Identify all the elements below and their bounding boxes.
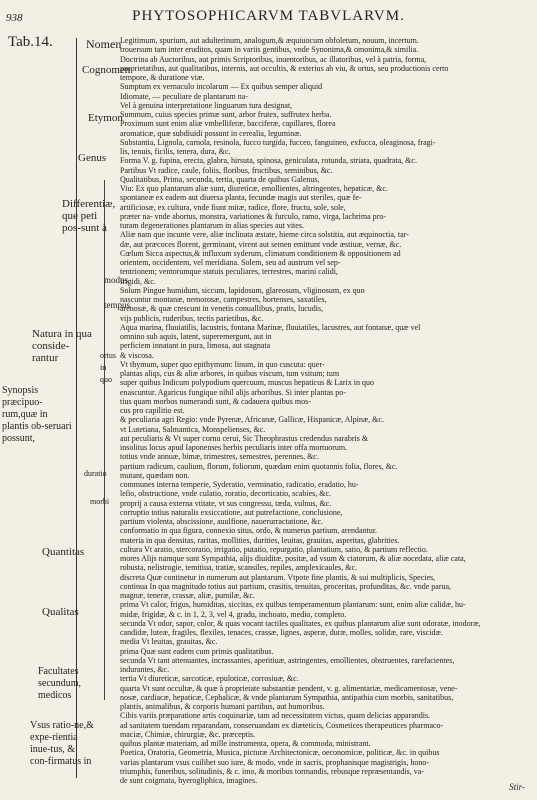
text-line: tertia Vt diureticæ, sarcoticæ, epuloticæ, corrosiuæ, &c. <box>120 674 299 684</box>
text-line: vijs publicis, ruderibus, tectis parietibus, &c. <box>120 313 264 323</box>
text-line: continua In qua magnitudo totius aut partium, crasitis, tenuitas, proceritas, profunditas, &c. vnde parua, <box>120 581 452 591</box>
text-line: media Vt leuitas, grauitas, &c. <box>120 637 218 647</box>
catchword: Stir- <box>509 782 525 792</box>
text-line: omnino sub aquis, latent, superemergunt, aut in <box>120 332 272 341</box>
text-line: Viu: Ex quo plantarum aliæ sunt, diureticæ, emollientes, altringentes, hepaticæ, &c. <box>120 184 388 193</box>
text-line: cus pro capilitio est. <box>120 406 185 415</box>
text-line: mores Alijs namque sunt Sympathia, alijs diuiditæ, positæ, ad vsum & ciatorum, & aliæ nocedata, aliæ cata, <box>120 554 466 563</box>
text-line: Poetica, Oratoria, Geometria, Musica, picturæ Architectonicæ, oeconomicæ, politicæ, &c. in quibus <box>120 748 440 758</box>
text-line: midæ, frigidæ, & c. in 1, 2, 3, vel 4, gradu, inchoato, medio, completo. <box>120 609 347 619</box>
text-line: Vel à genuina interpretatione linguarum tura designat, <box>120 100 293 110</box>
text-line: prima Vt calor, frigus, humiditas, siccitas, ex quibus temperamentum plantarum: sunt, enim aliæ calidæ, hu- <box>120 600 466 610</box>
text-line: tius quam morbos numerandi sunt, & cadauera quibus mos- <box>120 396 311 406</box>
page-number: 938 <box>6 12 23 24</box>
text-line: tentrionem; ventorumque statuis peculiares, terrestres, marini calidi, <box>120 267 338 277</box>
facultates-label: Facultates secundum, medicos <box>38 666 82 701</box>
ortus-label: ortus in quo <box>100 351 116 384</box>
text-line: tempore, & duratione viæ. <box>120 73 205 82</box>
text-line: leſio, obstructione, vnde culatio, roratio, decorticatio, scabies, &c. <box>120 489 332 499</box>
text-line: de sunt coigmata, hyerogliphica, imagines. <box>120 776 258 785</box>
text-line: Legitimum, spurium, aut adulterinum, analogum,& æquiuocum obfoletum, nouum, incertum. <box>120 36 419 45</box>
text-line: Forma V. g. fupina, erecta, glabra, hirsuta, spinosa, geniculata, rotunda, striata, quadrata, &c. <box>120 156 417 166</box>
etymon-label: Etymon <box>88 112 123 124</box>
text-line: & peculiaria agri Regio: vnde Pyrenæ, Africanæ, Gallicæ, Hispanicæ, Alpinæ, &c. <box>120 415 384 425</box>
text-line: Proximum sunt enim aliæ vmbelliferæ, bacciferæ, capillares, florea <box>120 119 336 129</box>
text-line: spontaneæ ex eadem aut diuersa planta, fecundæ magis aut steriles, quæ fe- <box>120 193 362 203</box>
text-line: arenosæ, & quæ crescunt in venetis conuallibus, pratis, lucudis, <box>120 304 324 314</box>
differentiae-label: Differentiæ, que peti pos-sunt à <box>62 198 116 234</box>
text-line: vt Lutetiana, Salmantica, Monspelienses, &c. <box>120 424 266 434</box>
text-line: Idiomate, — peculiare de plantarum na- <box>120 91 248 101</box>
text-line: quarta Vt sunt occultæ, & quæ à proprietate substantiæ pendent, v. g. alimentariæ, medicamentosæ, vene- <box>120 683 458 693</box>
text-line: cultura Vt aratio, stercoratio, irrigatio, putatio, repurgatio, plantatium, satio, & partium reflectio. <box>120 544 428 554</box>
text-line: maciæ, Chimiæ, chirurgiæ, &c. præceptis. <box>120 729 256 739</box>
text-line: materia in qua densitas, raritas, mollities, durities, leuitas, grauitas, asperitas, glabrities. <box>120 535 400 545</box>
text-line: triumphis, funeribus, solitudinis, & c. imo, & moribus tormandis, rebusque repræsentandis, va- <box>120 766 424 776</box>
text-line: partium radicum, caulium, florum, foliorum, quædam enim quotannis folia, flores, &c. <box>120 461 398 471</box>
text-line: enascuntur. Agaricus fungique nihil alijs arboribus. Si inter plantas po- <box>120 387 346 397</box>
text-line: proprietatibus, aut qualitatibus, internis, aut occultis, & exterius ab viu, & ortus, seu productionis certo <box>120 63 449 73</box>
text-line: indurantes, &c. <box>120 665 170 674</box>
genus-label: Genus <box>78 152 107 164</box>
text-line: secunda Vt odor, sapor, color, & quas vocant tactiles qualitates, ex quibus plantarum aliæ sunt odoratæ, inodoræ, <box>120 618 481 628</box>
text-line: trouersum tam inter eruditos, quam in variis gentibus, vnde Synonima,& omonima,& similia. <box>120 45 419 55</box>
qualitas-label: Qualitas <box>42 606 79 618</box>
usus-label: Vsus ratio-ne,& expe-rientia inue-tus, & con-firmatus in <box>30 720 94 767</box>
text-line: candidæ, luteæ, fragiles, flexiles, tenaces, crassæ, lignes, asperæ, duræ, molles, solidæ, rare, viscidæ. <box>120 628 443 637</box>
text-line: Partibus Vt radice, caule, foliis, floribus, fructibus, seminibus, &c. <box>120 165 333 175</box>
text-line: mutant, quædam non. <box>120 470 190 480</box>
text-line: Summum, cuius species primæ sunt, arbor frutex, suffrutex herba. <box>120 110 332 119</box>
text-line: communes interna temperie, Syderatio, verminatio, radicatio, eradatio, hu- <box>120 480 359 489</box>
text-line: Solum Pingue humidum, siccum, lapidosum, glareosum, vliginosum, ex quo <box>120 285 365 295</box>
nomen-label: Nomen <box>86 37 122 51</box>
text-line: Vt thymum, super quo epithymum: linum, in quo cuscuta: quer- <box>120 359 325 369</box>
text-line: dæ, aut præcoces florent, germinant, virent aut semen emittunt vnde æstiuæ, vernæ, &c. <box>120 239 402 249</box>
running-head: PHYTOSOPHICARVM TABVLARVM. <box>132 8 405 24</box>
cognomen-label: Cognomen <box>82 64 131 76</box>
text-line: varias plantarum vsus cuilibet suo iure, & modo, vnde in sacris, prophanisque magistrigis, hono- <box>120 757 430 767</box>
text-line: insolitus locus apud Iaponenses herbis peculiaris inter offa mortuorum. <box>120 443 348 452</box>
text-line: magnæ, teneræ, crassæ, aliæ, pumilæ, &c. <box>120 591 255 600</box>
text-line: turam degenerationes plantarum in alias species aut vites. <box>120 221 304 230</box>
text-line: Substantia, Lignola, carnola, resinola, fucco turgida, fucceo, fanguineo, exfucca, oleaginosa, fragi- <box>120 137 436 147</box>
text-line: partium violenta, abscissione, auulfione, nauerurractatione, &c. <box>120 517 324 526</box>
synopsis-label: Synopsis præcipuo-rum,quæ in plantis ob-seruari possunt, <box>2 385 72 444</box>
text-line: Cœlum Sicca aspectus,& influxum syderum, climatum conditionem & oppositionem ad <box>120 248 401 258</box>
text-line: nascuntur montanæ, nemorosæ, campestres, hortenses, saxatiles, <box>120 295 327 304</box>
text-line: perficiem innatant in pura, limosa, aut stagnata <box>120 341 271 351</box>
morbi-label: morbi <box>90 497 110 506</box>
page-header <box>0 6 537 32</box>
text-line: prima Quæ sunt eadem cum primis qualitatibus. <box>120 646 274 656</box>
text-line: & viscosa. <box>120 350 154 360</box>
text-line: plantis, animalibus, & corporis humani partibus, aut humoribus. <box>120 702 325 711</box>
duratio-label: duratio <box>84 469 107 478</box>
text-line: quibus plantæ materiam, ad mille instrumenta, opera, & commoda, ministrant. <box>120 739 371 748</box>
text-line: Cibis variis præparatione artis coquinariæ, tam ad necessitatem victus, quam delicias apparandis. <box>120 711 431 721</box>
text-line: præter na- vnde abortus, monstra, variationes & furculo, ramo, virga, lachrima pro- <box>120 211 386 221</box>
text-line: totius vnde annuæ, bimæ, trimestres, semestres, perennes, &c. <box>120 452 319 462</box>
table-label: Tab.14. <box>8 34 53 50</box>
tempus-label: tempus <box>104 300 130 310</box>
text-line: Aliæ nam que incunte vere, aliæ inclinata æstate, hieme circa solstitia, aut æquinoctia, tar- <box>120 230 409 240</box>
text-line: proprij a causa externa vtitate, vt sus congressu, tæda, vulnus, &c. <box>120 498 332 508</box>
text-line: frigidi, &c. <box>120 276 156 286</box>
text-line: plantas aliqs, cus & aliæ arbores, in quibus viscum, tum vsitum; tum <box>120 369 340 378</box>
text-line: Doctrina ab Auctoribus, aut primis Scriptoribus, inuentoribus, ac illatoribus, vel à patria, forma, <box>120 54 427 64</box>
text-line: secunda Vt tant attenuantes, incrassantes, aperitiuæ, astringentes, emollientes, obstruentes, rarefacientes, <box>120 655 455 665</box>
text-line: corruptio totius naturalis exsiccatione, aut putrefactione, conclusione, <box>120 507 343 517</box>
text-line: lis, tenuis, ficilis, tenera, dura, &c. <box>120 147 231 156</box>
text-line: aut peculiaris & Vt super cornu cerui, Sic Theophrastus credendus narabris & <box>120 433 369 443</box>
text-line: aromaticæ, quæ subdiuidi possunt in cerealia, leguminæ. <box>120 128 302 138</box>
quantitas-label: Quantitas <box>42 546 85 558</box>
text-line: Qualitatibus, Prima, secunda, tertia, quarta de quibus Galenus, <box>120 174 320 184</box>
text-line: Aqua marina, fluuiatilis, lacustris, fontana Marinæ, fluuiatiles, lacustres, aut fontanæ, quæ vel <box>120 322 421 332</box>
text-line: discreta Quæ continetur in numerum aut plantarum. Vtpote fine plantis, & sui multiplicis, Species, <box>120 572 436 582</box>
text-line: artificiosæ, ex cultura, vnde fiunt mitæ, radice, flore, fructu, sole, sole, <box>120 202 346 212</box>
differentiae-brace <box>104 180 105 700</box>
natura-label: Natura in qua conside-rantur <box>32 328 92 364</box>
text-line: robusta, nelistrogie, temitiua, tratiæ, scansiles, repiles, amplexicaules, &c. <box>120 563 358 573</box>
text-line: orientem, occidentem, vel meridiana. Solem, seu ad austrum vel sep- <box>120 258 341 267</box>
text-line: nosæ, cardiacæ, hepaticæ, Cephalicæ, & vnde plantarum Sympathia, antipathia cum morbis, sanitatibus, <box>120 692 454 702</box>
text-line: Sumptum ex vernaculo incolarum — Ex quibus semper aliquid <box>120 82 323 92</box>
text-line: ad sanitatem tuendam reparandam, conseruandam ex diæteticis, Cosmetices therapeutices pharmaco- <box>120 720 444 730</box>
text-line: conformatio in qua figura, connexio situs, ordo, & numerus partium, arendantur. <box>120 526 378 536</box>
modus-label: modus <box>104 275 129 285</box>
text-line: super quibus Indicum polypodium quercuum, muscus hepaticus & Larix in quo <box>120 378 374 388</box>
